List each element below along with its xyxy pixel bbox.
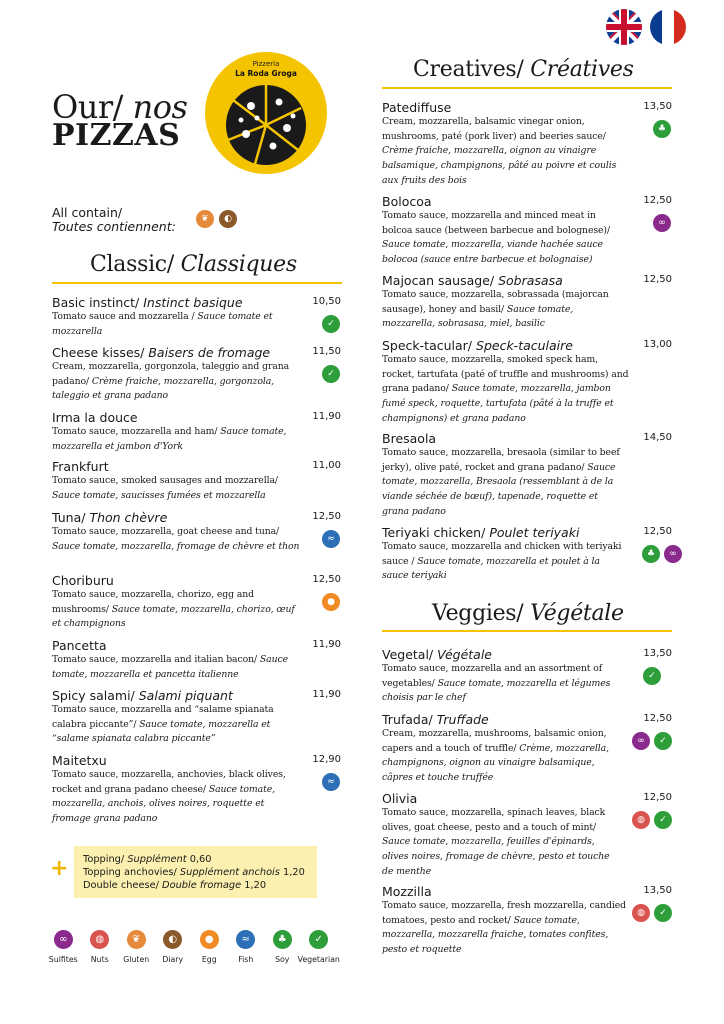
item-price: 12,90 xyxy=(312,754,341,765)
item-price: 13,50 xyxy=(643,885,672,896)
item-description: Tomato sauce, mozzarella, anchovies, black olives, rocket and grana padano cheese/ Sauce tomate, mozzarella, anchois, olives noires, roquette et fromage grana padano xyxy=(52,769,286,825)
section-title-veggies: Veggies/ Végétale xyxy=(432,601,624,626)
dairy-icon: ◐ xyxy=(219,210,237,228)
nuts-icon: ◍ xyxy=(632,904,650,922)
section-title-creatives: Creatives/ Créatives xyxy=(413,57,634,82)
section-title-classic: Classic/ Classiques xyxy=(90,252,297,277)
vegetarian-icon: ✓ xyxy=(654,732,672,750)
item-description: Tomato sauce, mozzarella, sobrassada (majorcan sausage), honey and basil/ Sauce tomate, mozzarella, sobrasasa, miel, basilic xyxy=(382,289,609,330)
item-description: Tomato sauce, mozzarella, spinach leaves, black olives, goat cheese, pesto and a touch of mint/ Sauce tomate, mozzarella, feuilles d'épinards, olives noires, fromage de chèvre, pesto et touche de menthe xyxy=(382,807,610,877)
item-price: 11,00 xyxy=(312,460,341,471)
item-description: Tomato sauce, mozzarella and ham/ Sauce tomate, mozzarella et jambon d'York xyxy=(52,426,287,452)
legend-item xyxy=(264,930,301,964)
legend-label: Egg xyxy=(201,955,217,964)
item-description: Tomato sauce, mozzarella, fresh mozzarella, candied tomatoes, pesto and rocket/ Sauce tomate, mozzarella, mozzarella fraiche, tomates confites, pesto et roquette xyxy=(382,900,626,956)
gluten-icon: ❦ xyxy=(196,210,214,228)
menu-item xyxy=(382,791,622,880)
legend-label: Sulfites xyxy=(48,955,78,964)
topping-anchovies-line: Topping anchovies/ Supplément anchois 1,20 xyxy=(83,867,305,878)
item-price: 13,50 xyxy=(643,648,672,659)
legend-item xyxy=(191,930,228,964)
menu-item xyxy=(52,573,297,632)
egg-icon: ● xyxy=(200,930,219,949)
fish-icon: ≈ xyxy=(322,530,340,548)
gluten-icon: ❦ xyxy=(127,930,146,949)
menu-item xyxy=(52,638,300,682)
vegetarian-icon: ✓ xyxy=(654,904,672,922)
section-divider xyxy=(382,630,672,632)
menu-item xyxy=(382,273,627,332)
item-name: Choriburu xyxy=(52,573,114,588)
item-name: Irma la douce xyxy=(52,410,138,425)
item-description: Tomato sauce, mozzarella, chorizo, egg and mushrooms/ Sauce tomate, mozzarella, chorizo, œuf et champignons xyxy=(52,589,295,630)
pizzeria-logo xyxy=(205,52,327,174)
all-contain-icons xyxy=(196,210,237,228)
language-switcher xyxy=(606,9,686,45)
legend-item xyxy=(155,930,192,964)
menu-item xyxy=(382,525,622,584)
item-name: Maitetxu xyxy=(52,753,107,768)
item-description: Tomato sauce, mozzarella, bresaola (similar to beef jerky), olive paté, rocket and grana padano/ Sauce tomate, mozzarella, Bresaola (ressemblant à de la viande séchée de bœuf), tapenade, roquette et grana padano xyxy=(382,447,620,517)
item-name: Bolocoa xyxy=(382,194,432,209)
item-description: Tomato sauce, mozzarella and an assortment of vegetables/ Sauce tomate, mozzarella et légumes choisis par le chef xyxy=(382,663,611,704)
item-name: Majocan sausage/ Sobrasasa xyxy=(382,273,563,288)
item-description: Cream, mozzarella, gorgonzola, taleggio and grana padano/ Crème fraiche, mozzarella, gorgonzola, taleggio et grana padano xyxy=(52,361,290,402)
menu-item xyxy=(382,884,627,958)
item-description: Tomato sauce, mozzarella and minced meat in bolcoa sauce (between barbecue and bolognese)/ Sauce tomate, mozzarella, viande hachée sauce bolocoa (sauce entre barbecue et bolognaise) xyxy=(382,210,610,266)
page-title: Our/ nos xyxy=(52,88,188,126)
item-price: 10,50 xyxy=(312,296,341,307)
soy-icon: ♣ xyxy=(642,545,660,563)
menu-item xyxy=(382,194,627,268)
item-description: Cream, mozzarella, mushrooms, balsamic onion, capers and a touch of truffle/ Crème, mozzarella, champignons, oignon au vinaigre balsamique, câpres et touche truffée xyxy=(382,728,609,784)
allergen-legend xyxy=(45,930,340,964)
item-name: Bresaola xyxy=(382,431,437,446)
double-cheese-line: Double cheese/ Double fromage 1,20 xyxy=(83,880,267,891)
legend-label: Vegetarian xyxy=(297,955,340,964)
egg-icon: ● xyxy=(322,593,340,611)
item-price: 12,50 xyxy=(643,274,672,285)
menu-item xyxy=(382,338,630,427)
item-price: 12,50 xyxy=(312,574,341,585)
item-description: Tomato sauce, mozzarella and “salame spianata calabra piccante”/ Sauce tomate, mozzarella et “salame spianata calabra piccante” xyxy=(52,704,274,745)
soy-icon: ♣ xyxy=(653,120,671,138)
item-description: Tomato sauce, mozzarella, smoked speck ham, rocket, tartufata (paté of truffle and mushrooms) and grana padano/ Sauce tomate, mozzarella, jambon fumé speck, roquette, tartufata (pâté à la truffe et champignons) et grana padano xyxy=(382,354,629,424)
menu-item xyxy=(52,295,297,339)
vegetarian-icon: ✓ xyxy=(654,811,672,829)
legend-item xyxy=(297,930,340,964)
menu-item xyxy=(52,345,297,404)
item-name: Tuna/ Thon chèvre xyxy=(52,510,168,525)
vegetarian-icon: ✓ xyxy=(309,930,328,949)
legend-label: Soy xyxy=(275,955,290,964)
item-name: Basic instinct/ Instinct basique xyxy=(52,295,243,310)
item-name: Frankfurt xyxy=(52,459,109,474)
item-name: Vegetal/ Végétale xyxy=(382,647,492,662)
page-title-pizzas: PIZZAS xyxy=(52,118,181,153)
item-price: 13,00 xyxy=(643,339,672,350)
item-name: Teriyaki chicken/ Poulet teriyaki xyxy=(382,525,580,540)
item-description: Tomato sauce and mozzarella / Sauce tomate et mozzarella xyxy=(52,311,273,337)
legend-item xyxy=(82,930,119,964)
item-price: 12,50 xyxy=(643,526,672,537)
nuts-icon: ◍ xyxy=(90,930,109,949)
vegetarian-icon: ✓ xyxy=(322,315,340,333)
plus-icon: + xyxy=(50,856,69,881)
menu-item xyxy=(382,431,627,520)
logo-subtitle: Pizzeria xyxy=(252,60,280,68)
fish-icon: ≈ xyxy=(322,773,340,791)
pizza-icon xyxy=(213,78,319,168)
legend-label: Diary xyxy=(162,955,184,964)
item-name: Spicy salami/ Salami piquant xyxy=(52,688,233,703)
vegetarian-icon: ✓ xyxy=(322,365,340,383)
fish-icon: ≈ xyxy=(236,930,255,949)
item-description: Tomato sauce, smoked sausages and mozzarella/ Sauce tomate, saucisses fumées et mozzarella xyxy=(52,475,278,501)
menu-item xyxy=(52,688,300,747)
logo-name: La Roda Groga xyxy=(235,69,297,78)
item-price: 12,50 xyxy=(643,195,672,206)
toppings-box xyxy=(74,846,317,898)
item-price: 11,50 xyxy=(312,346,341,357)
legend-label: Fish xyxy=(238,955,254,964)
item-description: Tomato sauce, mozzarella, goat cheese and tuna/ Sauce tomate, mozzarella, fromage de chèvre et thon xyxy=(52,526,300,552)
english-flag-icon[interactable] xyxy=(606,9,642,45)
item-price: 14,50 xyxy=(643,432,672,443)
item-name: Olivia xyxy=(382,791,418,806)
menu-item xyxy=(52,459,300,503)
item-description: Tomato sauce, mozzarella and italian bacon/ Sauce tomate, mozzarella et pancetta italienne xyxy=(52,654,288,680)
menu-item xyxy=(52,753,300,827)
item-price: 11,90 xyxy=(312,411,341,422)
item-name: Mozzilla xyxy=(382,884,432,899)
item-price: 12,50 xyxy=(643,713,672,724)
vegetarian-icon: ✓ xyxy=(643,667,661,685)
menu-item xyxy=(382,647,624,706)
menu-item xyxy=(52,410,297,454)
sulfites-icon: ∞ xyxy=(664,545,682,563)
all-contain-note: All contain/ Toutes contiennent: xyxy=(52,205,176,234)
menu-item xyxy=(382,100,627,189)
nuts-icon: ◍ xyxy=(632,811,650,829)
section-divider xyxy=(52,282,342,284)
item-price: 13,50 xyxy=(643,101,672,112)
sulfites-icon: ∞ xyxy=(54,930,73,949)
sulfites-icon: ∞ xyxy=(632,732,650,750)
item-description: Cream, mozzarella, balsamic vinegar onion, mushrooms, paté (pork liver) and beeries sauce/ Crème fraiche, mozzarella, oignon au vinaigre balsamique, champignons, pâté au poivre et coulis aux fruits des bois xyxy=(382,116,617,186)
item-name: Pancetta xyxy=(52,638,107,653)
topping-line: Topping/ Supplément 0,60 xyxy=(83,854,212,865)
dairy-icon: ◐ xyxy=(163,930,182,949)
legend-label: Gluten xyxy=(123,955,150,964)
section-divider xyxy=(382,87,672,89)
item-price: 11,90 xyxy=(312,639,341,650)
item-price: 11,90 xyxy=(312,689,341,700)
legend-label: Nuts xyxy=(90,955,109,964)
menu-item xyxy=(382,712,627,786)
sulfites-icon: ∞ xyxy=(653,214,671,232)
legend-item xyxy=(45,930,82,964)
item-name: Speck-tacular/ Speck-taculaire xyxy=(382,338,573,353)
french-flag-icon[interactable] xyxy=(650,9,686,45)
soy-icon: ♣ xyxy=(273,930,292,949)
item-name: Cheese kisses/ Baisers de fromage xyxy=(52,345,271,360)
item-description: Tomato sauce, mozzarella and chicken with teriyaki sauce / Sauce tomate, mozzarella et poulet à la sauce teriyaki xyxy=(382,541,622,582)
item-price: 12,50 xyxy=(312,511,341,522)
item-name: Patediffuse xyxy=(382,100,452,115)
menu-item xyxy=(52,510,300,554)
item-price: 12,50 xyxy=(643,792,672,803)
item-name: Trufada/ Truffade xyxy=(382,712,489,727)
legend-item xyxy=(118,930,155,964)
legend-item xyxy=(228,930,265,964)
